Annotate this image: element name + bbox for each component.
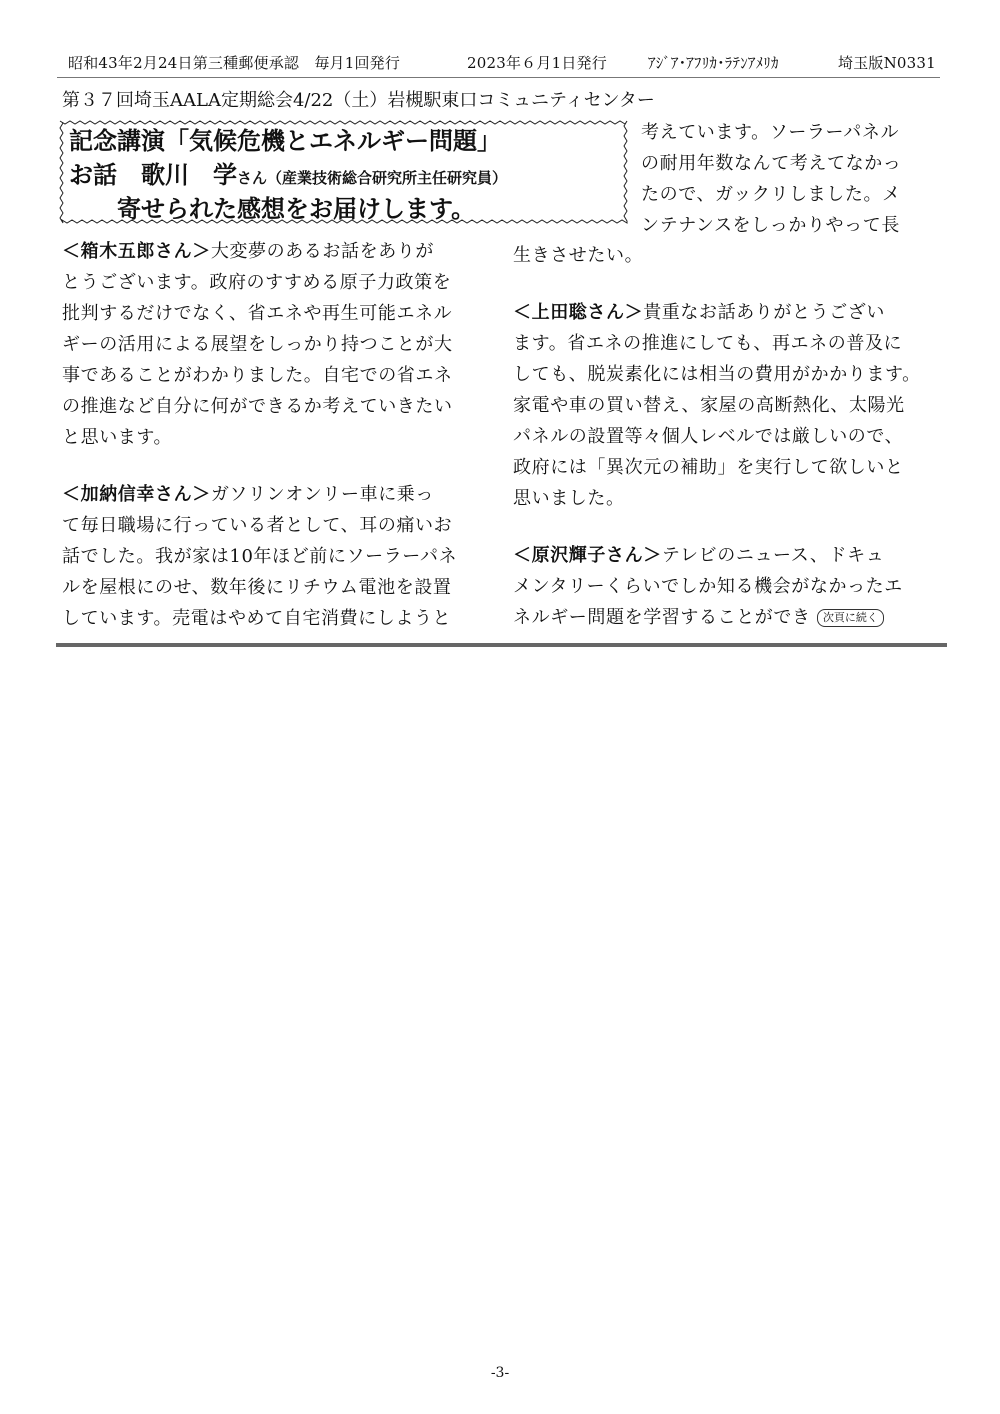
comment-last-line bbox=[513, 607, 884, 629]
comment-first-line bbox=[513, 302, 885, 324]
continued-next-page-badge: 次頁に続く bbox=[817, 609, 884, 627]
comment-line: ます。省エネの推進にしても、再エネの普及に bbox=[513, 333, 903, 354]
comment-text: 貴重なお話ありがとうござい bbox=[643, 302, 886, 323]
comment-line: 生きさせたい。 bbox=[513, 245, 644, 266]
comment-line: しています。売電はやめて自宅消費にしようと bbox=[62, 608, 452, 629]
comment-line: 家電や車の買い替え、家屋の高断熱化、太陽光 bbox=[513, 395, 905, 416]
right-top-line: 考えています。ソーラーパネル bbox=[641, 122, 900, 143]
comment-line: ギーの活用による展望をしっかり持つことが大 bbox=[62, 334, 453, 355]
comment-line: しても、脱炭素化には相当の費用がかかります。 bbox=[513, 364, 921, 385]
edition-number: 埼玉版N0331 bbox=[838, 54, 936, 72]
postal-approval-text: 昭和43年2月24日第三種郵便承認 毎月1回発行 bbox=[68, 54, 401, 72]
comment-first-line bbox=[62, 241, 434, 263]
comment-text: 大変夢のあるお話をありが bbox=[210, 241, 435, 262]
comment-line: 事であることがわかりました。自宅での省エネ bbox=[62, 365, 453, 386]
comment-line: 政府には「異次元の補助」を実行して欲しいと bbox=[513, 457, 904, 478]
comment-text: ガソリンオンリー車に乗っ bbox=[210, 484, 435, 505]
issue-date: 2023年６月1日発行 bbox=[467, 54, 607, 72]
speaker-honorific: さん bbox=[237, 169, 268, 187]
lecture-title: 記念講演「気候危機とエネルギー問題」 bbox=[69, 126, 501, 155]
comment-text: ネルギー問題を学習することができ bbox=[513, 607, 811, 628]
header-divider bbox=[57, 77, 940, 78]
commenter-name: ＜加納信幸さん＞ bbox=[62, 484, 211, 505]
speaker-name: お話 歌川 学 bbox=[69, 160, 237, 189]
speaker-line bbox=[69, 155, 507, 190]
comment-line: パネルの設置等々個人レベルでは厳しいので、 bbox=[513, 426, 904, 447]
title-box bbox=[57, 118, 630, 226]
comment-line: 話でした。我が家は10年ほど前にソーラーパネ bbox=[62, 546, 458, 567]
right-top-line: たので、ガックリしました。メ bbox=[641, 184, 901, 205]
right-top-line: の耐用年数なんて考えてなかっ bbox=[641, 153, 902, 174]
comment-line: て毎日職場に行っている者として、耳の痛いお bbox=[62, 515, 453, 536]
speaker-affiliation: （産業技術総合研究所主任研究員） bbox=[267, 169, 508, 187]
comment-line: ルを屋根にのせ、数年後にリチウム電池を設置 bbox=[62, 577, 452, 598]
commenter-name: ＜上田聡さん＞ bbox=[513, 302, 644, 323]
comment-line: メンタリーくらいでしか知る機会がなかったエ bbox=[513, 576, 903, 597]
comment-text: テレビのニュース、ドキュ bbox=[661, 545, 885, 566]
commenter-name: ＜原沢輝子さん＞ bbox=[513, 545, 662, 566]
right-top-line: ンテナンスをしっかりやって長 bbox=[641, 215, 900, 236]
comment-line: と思います。 bbox=[62, 427, 173, 448]
meeting-subheading: 第３７回埼玉AALA定期総会4/22（土）岩槻駅東口コミュニティセンター bbox=[62, 90, 655, 111]
comment-line: とうございます。政府のすすめる原子力政策を bbox=[62, 272, 452, 293]
comment-line: 思いました。 bbox=[513, 488, 625, 509]
comment-line: の推進など自分に何ができるか考えていきたい bbox=[62, 396, 453, 417]
box-subtitle: 寄せられた感想をお届けします。 bbox=[117, 194, 476, 223]
comment-first-line bbox=[62, 484, 434, 506]
commenter-name: ＜箱木五郎さん＞ bbox=[62, 241, 211, 262]
organization-name: ｱｼﾞｱ･ｱﾌﾘｶ･ﾗﾃﾝｱﾒﾘｶ bbox=[648, 54, 779, 72]
page-number: -3- bbox=[490, 1365, 510, 1381]
comment-first-line bbox=[513, 545, 884, 567]
comment-line: 批判するだけでなく、省エネや再生可能エネル bbox=[62, 303, 453, 324]
section-end-rule bbox=[56, 643, 947, 647]
